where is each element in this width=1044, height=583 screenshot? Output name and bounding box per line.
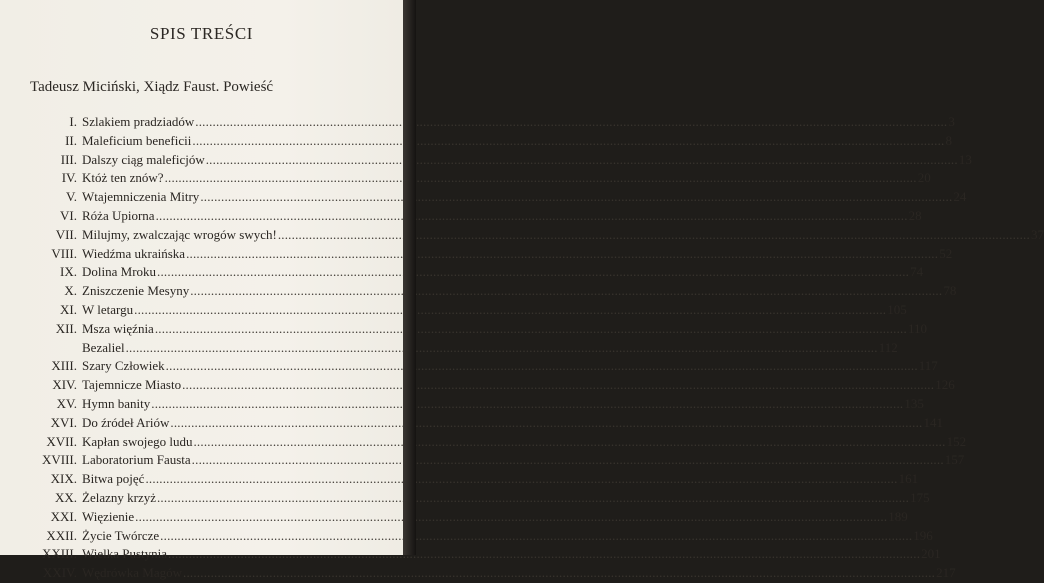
chapter-title: Laboratorium Fausta xyxy=(82,452,191,468)
toc-entry xyxy=(0,188,967,207)
dot-leader xyxy=(165,169,917,188)
toc-entry xyxy=(0,489,930,508)
chapter-title: Milujmy, zwalczając wrogów swych! xyxy=(82,226,277,242)
toc-entry xyxy=(0,470,919,489)
toc-entry xyxy=(0,132,952,151)
toc-entry-line xyxy=(82,207,922,226)
toc-entry-line xyxy=(82,357,938,376)
chapter-number: VII. xyxy=(55,226,77,242)
page-number: 135 xyxy=(904,395,924,411)
toc-entry-line xyxy=(82,132,952,151)
dot-leader xyxy=(193,433,945,452)
chapter-number: XX. xyxy=(54,489,77,505)
page-number: 141 xyxy=(923,414,943,430)
dot-leader xyxy=(278,226,1030,245)
dot-leader xyxy=(195,113,947,132)
dot-leader xyxy=(134,301,886,320)
chapter-number: XXII. xyxy=(46,527,77,543)
chapter-number: XI. xyxy=(60,301,77,317)
toc-entry xyxy=(0,357,938,376)
toc-entry-line xyxy=(82,470,919,489)
chapter-title: Więzienie xyxy=(82,508,135,524)
toc-entry xyxy=(0,433,967,452)
toc-entry-line xyxy=(82,301,907,320)
page-number: 117 xyxy=(918,358,938,374)
table-of-contents xyxy=(0,113,1044,583)
chapter-number: IV. xyxy=(61,170,77,186)
chapter-number: XXI. xyxy=(50,508,77,524)
chapter-number: XVI. xyxy=(50,414,77,430)
page-number: 196 xyxy=(913,527,933,543)
dot-leader xyxy=(135,508,887,527)
dot-leader xyxy=(170,414,922,433)
page-number: 74 xyxy=(910,264,924,280)
chapter-number: XVIII. xyxy=(41,452,77,468)
dot-leader xyxy=(151,395,903,414)
page-edge-shadow xyxy=(403,0,416,555)
dot-leader xyxy=(157,263,909,282)
toc-entry-line xyxy=(82,414,943,433)
page-number: 3 xyxy=(948,114,955,129)
dot-leader xyxy=(157,489,909,508)
chapter-number: IX. xyxy=(60,264,77,280)
chapter-title: Wędrówka Magów xyxy=(82,565,182,581)
toc-entry xyxy=(0,226,1044,245)
chapter-title: Do źródeł Ariów xyxy=(82,414,170,430)
dot-leader xyxy=(126,339,878,358)
chapter-title: Dalszy ciąg maleficjów xyxy=(82,151,205,167)
toc-entry xyxy=(0,282,957,301)
chapter-number: XIII. xyxy=(51,358,77,374)
chapter-title: W letargu xyxy=(82,301,134,317)
dot-leader xyxy=(186,245,938,264)
page-number: 217 xyxy=(936,565,956,581)
page-number: 13 xyxy=(958,151,972,167)
dot-leader xyxy=(192,132,944,151)
page-number: 201 xyxy=(921,546,941,562)
dot-leader xyxy=(156,207,908,226)
toc-entry-line xyxy=(82,282,957,301)
toc-entry-line xyxy=(82,545,941,564)
page-number: 20 xyxy=(917,170,931,186)
work-subtitle: Tadeusz Miciński, Xiądz Faust. Powieść xyxy=(30,79,274,95)
chapter-title: Wtajemniczenia Mitry xyxy=(82,189,200,205)
page-number: 161 xyxy=(898,471,919,487)
toc-entry xyxy=(0,320,927,339)
toc-entry xyxy=(0,263,924,282)
chapter-number: XXIII. xyxy=(41,546,77,562)
toc-entry-line xyxy=(82,263,924,282)
chapter-title: Któż ten znów? xyxy=(82,170,164,186)
toc-entry xyxy=(0,376,955,395)
page-title: SPIS TREŚCI xyxy=(149,24,254,43)
page-number: 24 xyxy=(953,189,967,205)
page-number: 189 xyxy=(888,508,908,524)
toc-entry xyxy=(0,169,931,188)
toc-entry-line xyxy=(82,508,908,527)
toc-entry-line xyxy=(82,169,931,188)
toc-entry xyxy=(0,508,908,527)
toc-entry-line xyxy=(82,113,955,132)
toc-entry xyxy=(0,564,956,583)
toc-entry xyxy=(0,451,965,470)
page-number: 175 xyxy=(910,489,930,505)
dot-leader xyxy=(145,470,897,489)
toc-entry xyxy=(0,395,924,414)
page-number: 52 xyxy=(939,245,953,261)
toc-entry xyxy=(0,245,953,264)
chapter-number: VIII. xyxy=(51,245,77,261)
dot-leader xyxy=(206,151,958,170)
chapter-number: XV. xyxy=(56,395,77,411)
toc-entry xyxy=(0,207,922,226)
chapter-title: Wiedźma ukraińska xyxy=(82,245,186,261)
chapter-title: Życie Twórcze xyxy=(82,527,160,543)
dot-leader xyxy=(190,282,942,301)
toc-entry xyxy=(0,151,972,170)
toc-entry xyxy=(0,113,955,132)
toc-entry-line xyxy=(82,320,927,339)
dot-leader xyxy=(168,545,920,564)
chapter-title: Róża Upiorna xyxy=(82,207,155,223)
dot-leader xyxy=(192,451,944,470)
page-number: 28 xyxy=(908,207,922,223)
chapter-title: Msza więźnia xyxy=(82,320,154,336)
chapter-title: Wielka Pustynia xyxy=(82,546,168,562)
chapter-number: XIV. xyxy=(52,377,77,393)
chapter-title: Hymn banity xyxy=(82,395,151,411)
chapter-title: Maleficium beneficii xyxy=(82,132,192,148)
dot-leader xyxy=(200,188,952,207)
toc-entry-line xyxy=(82,564,956,583)
chapter-number: II. xyxy=(65,132,77,148)
page-number: 112 xyxy=(878,339,898,355)
toc-entry-line xyxy=(82,245,953,264)
toc-entry xyxy=(0,527,933,546)
chapter-number: XXIV. xyxy=(42,565,77,581)
toc-entry-line xyxy=(82,527,933,546)
chapter-number: XII. xyxy=(55,320,77,336)
dot-leader xyxy=(155,320,907,339)
chapter-title: Zniszczenie Mesyny xyxy=(82,283,190,299)
toc-entry-line xyxy=(82,395,924,414)
chapter-title: Kapłan swojego ludu xyxy=(82,433,193,449)
page-number: 110 xyxy=(907,320,927,336)
toc-entry-line xyxy=(82,339,898,358)
toc-entry xyxy=(0,301,907,320)
dot-leader xyxy=(166,357,918,376)
dot-leader xyxy=(183,564,935,583)
chapter-number: I. xyxy=(69,114,77,129)
toc-entry-line xyxy=(82,376,955,395)
toc-entry-line xyxy=(82,433,967,452)
toc-entry xyxy=(0,339,898,358)
toc-entry-line xyxy=(82,451,965,470)
toc-entry-line xyxy=(82,226,1044,245)
toc-entry-line xyxy=(82,151,972,170)
page-number: 8 xyxy=(945,132,952,148)
chapter-title: Tajemnicze Miasto xyxy=(82,377,182,393)
toc-entry-line xyxy=(82,188,967,207)
chapter-number: V. xyxy=(66,189,77,205)
chapter-title: Szlakiem pradziadów xyxy=(82,114,195,129)
toc-entry xyxy=(0,414,943,433)
chapter-number: XIX. xyxy=(50,471,77,487)
dot-leader xyxy=(160,527,912,546)
page-number: 105 xyxy=(887,301,907,317)
chapter-number: VI. xyxy=(60,207,77,223)
page-number: 157 xyxy=(944,452,965,468)
page-number: 78 xyxy=(943,283,957,299)
chapter-title: Szary Człowiek xyxy=(82,358,165,374)
page-number: 152 xyxy=(946,433,967,449)
chapter-title: Żelazny krzyż xyxy=(82,489,156,505)
chapter-title: Bezaliel xyxy=(82,339,125,355)
page-number: 37 xyxy=(1030,226,1044,242)
toc-entry xyxy=(0,545,941,564)
chapter-number: III. xyxy=(60,151,77,167)
page-number: 126 xyxy=(935,377,955,393)
chapter-title: Dolina Mroku xyxy=(82,264,157,280)
chapter-title: Bitwa pojęć xyxy=(82,471,145,487)
chapter-number: X. xyxy=(64,283,77,299)
dot-leader xyxy=(182,376,934,395)
chapter-number: XVII. xyxy=(46,433,77,449)
toc-entry-line xyxy=(82,489,930,508)
